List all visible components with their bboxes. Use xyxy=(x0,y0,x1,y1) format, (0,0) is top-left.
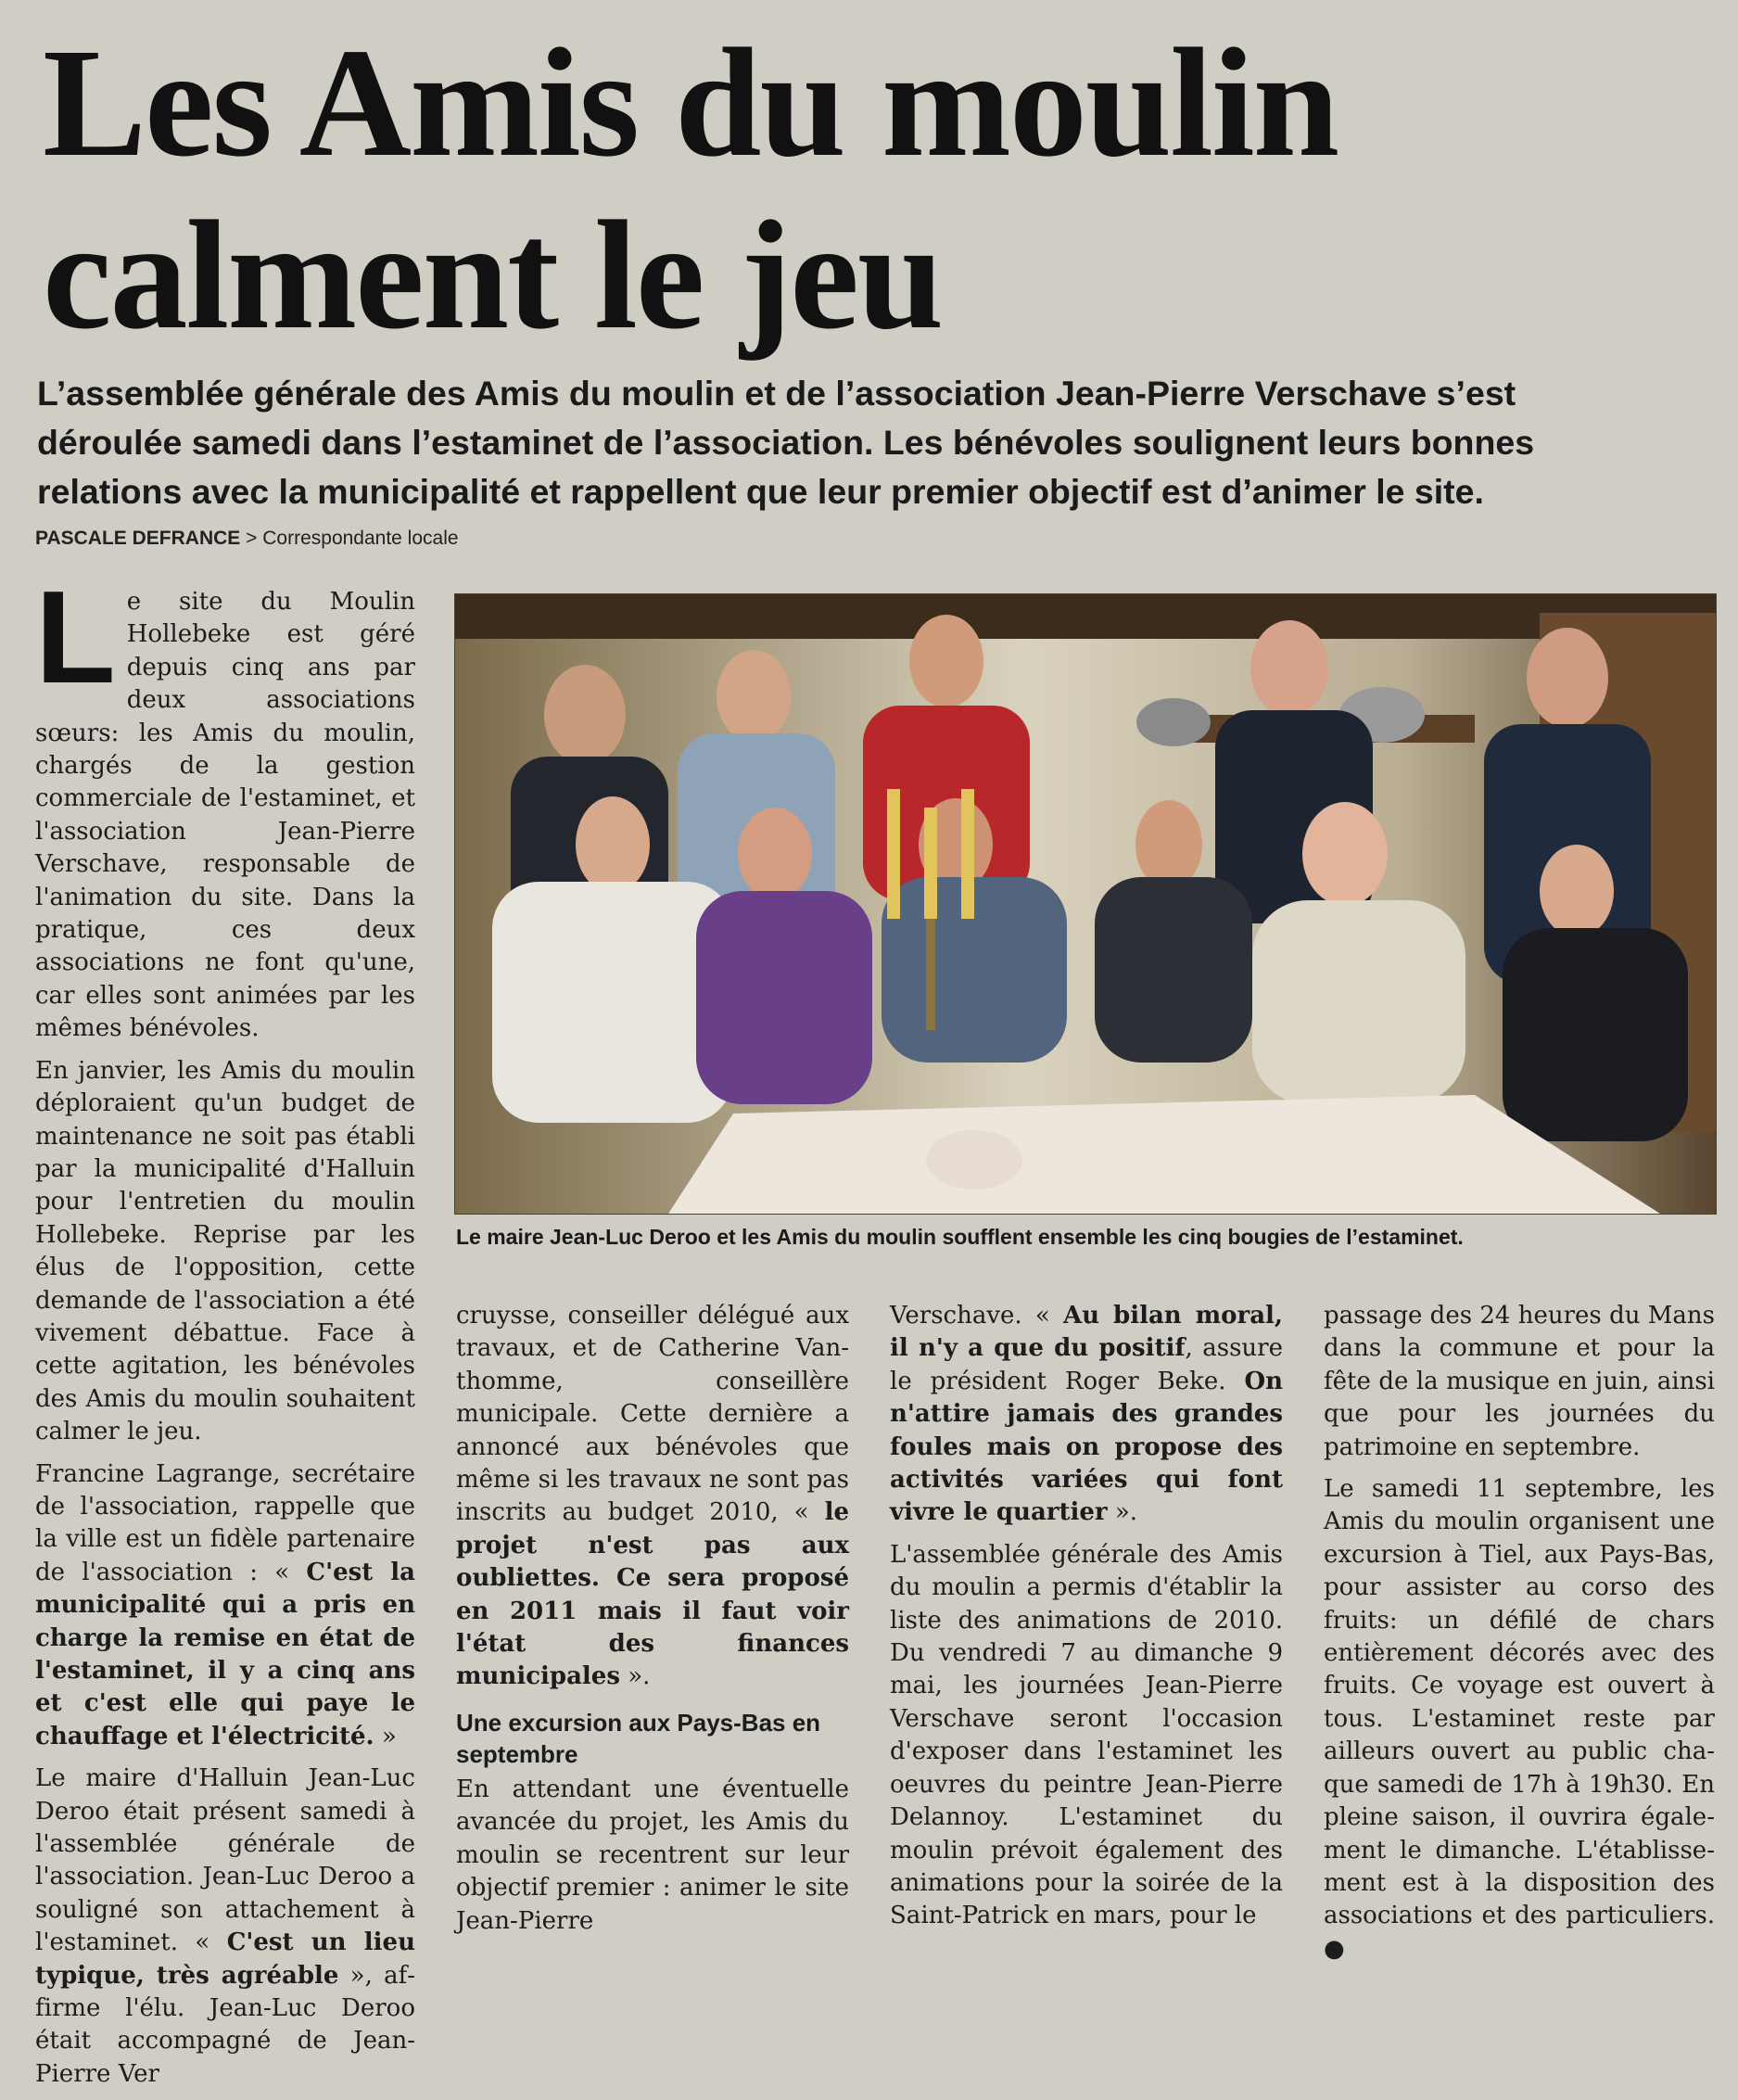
paragraph-2: En janvier, les Amis du moulin déploraient qu'un budget de maintenance ne soit pas établi par la municipalité d'Halluin pour l'entretien du moulin Hollebeke. Reprise par les élus de l'opposition, cette demande de l'association a été vivement débattue. Face à cette agitation, les bénévoles des Amis du moulin souhaitent calmer le jeu. xyxy=(35,1056,415,1446)
paragraph-4-quote: C'est un lieu typique, très agréable xyxy=(35,1928,415,1990)
byline-separator: > xyxy=(246,528,258,549)
byline xyxy=(35,528,459,550)
byline-role: Correspondante locale xyxy=(262,528,459,549)
column-4-paragraph-1: passage des 24 heures du Mans dans la commune et pour la fête de la musique en juin, ainsi que pour les journées du patrimoine en septembre. xyxy=(1324,1302,1715,1461)
column-3-quote-2: On n'attire jamais des grandes foules mais on propose des activités variées qui font vivre le quartier xyxy=(890,1367,1283,1527)
lede-line-2: déroulée samedi dans l’estaminet de l’association. Les bénévoles soulignent leurs bonnes xyxy=(37,423,1535,462)
paragraph-3-quote: C'est la municipalité qui a pris en charge la remise en état de l'estaminet, il y a cinq ans et c'est elle qui paye le chauffage et l'électricité. xyxy=(35,1558,415,1750)
column-3-paragraph-1-end: ». xyxy=(1107,1498,1138,1527)
lede xyxy=(37,369,1701,516)
column-2-paragraph-2: En attendant une éventuelle avancée du projet, les Amis du moulin se recentrent sur leur objectif premier : animer le site Jean-Pierre xyxy=(456,1775,849,1935)
paragraph-1-text: e site du Moulin Hollebeke est géré depuis cinq ans par deux associations sœurs: les Amis du moulin, chargés de la gestion commerciale de l'estaminet, et l'association Jean-Pierre Verschave, responsable de l'animation du site. Dans la pratique, ces deux associations ne font qu'une, car elles sont animées par les mêmes bénévoles. xyxy=(35,588,415,1043)
column-4-paragraph-2-text: Le samedi 11 septembre, les Amis du moulin organisent une excursion à Tiel, aux Pays-Bas, pour assister au corso des fruits: un défilé de chars entièrement décorés avec des fruits. Ce voyage est ouvert à tous. L'estaminet reste par ailleurs ouvert au public chaque samedi de 17h à 19h30. En pleine saison, il ouvrira également le dimanche. L'établissement est à la disposition des associations et des particuliers. xyxy=(1324,1475,1715,1930)
column-4 xyxy=(1324,1300,1715,1975)
paragraph-3-end: » xyxy=(374,1722,397,1750)
column-3-paragraph-1 xyxy=(890,1300,1283,1530)
column-2-paragraph-1-start: cruysse, conseiller délégué aux travaux, et de Catherine Vanthomme, conseillère municipale. Cette dernière a annoncé aux bénévoles que même si les travaux ne sont pas inscrits au budget 2010, « xyxy=(456,1302,849,1527)
group-photo xyxy=(454,593,1717,1215)
column-4-paragraph-2 xyxy=(1324,1473,1715,1966)
headline xyxy=(43,17,1693,362)
paragraph-1 xyxy=(35,564,415,1046)
section-subhead: Une excursion aux Pays-Bas en septembre xyxy=(456,1708,821,1768)
column-3-quote-1: Au bilan moral, il n'y a que du positif xyxy=(890,1302,1283,1363)
paragraph-3 xyxy=(35,1458,415,1754)
photo-caption: Le maire Jean-Luc Deroo et les Amis du moulin soufflent ensemble les cinq bougies de l’estaminet. xyxy=(456,1225,1464,1249)
column-3-paragraph-1-start: Verschave. « xyxy=(890,1302,1063,1330)
paragraph-4-end: », affirme l'élu. Jean-Luc Deroo était accompagné de Jean-Pierre Ver xyxy=(35,1961,415,2088)
column-2-paragraph-1 xyxy=(456,1300,849,1694)
end-mark-icon: ● xyxy=(1324,1934,1345,1963)
paragraph-4 xyxy=(35,1763,415,2091)
paragraph-3-start: Francine Lagrange, secrétaire de l'association, rappelle que la ville est un fidèle partenaire de l'association : « xyxy=(35,1459,415,1586)
headline-line-1: Les Amis du moulin xyxy=(43,17,1338,189)
drop-cap: L xyxy=(35,564,116,711)
column-3-paragraph-1-mid: , assure le président Roger Beke. xyxy=(890,1334,1283,1395)
lede-line-3: relations avec la municipalité et rappellent que leur premier objectif est d’animer le site. xyxy=(37,472,1484,511)
byline-author: PASCALE DEFRANCE xyxy=(35,528,241,549)
column-2 xyxy=(456,1300,849,1947)
group-photo-image xyxy=(455,594,1716,1214)
lede-line-1: L’assemblée générale des Amis du moulin et de l’association Jean-Pierre Verschave s’est xyxy=(37,374,1516,413)
column-3-paragraph-2: L'assemblée générale des Amis du moulin a permis d'établir la liste des animations de 2010. Du vendredi 7 au dimanche 9 mai, les journées Jean-Pierre Verschave seront l'occasion d'exposer dans l'estaminet les oeuvres du peintre Jean-Pierre Delannoy. L'estaminet du moulin prévoit également des animations pour la soirée de la Saint-Patrick en mars, pour le xyxy=(890,1540,1283,1930)
column-2-paragraph-1-end: ». xyxy=(620,1662,651,1691)
paragraph-4-start: Le maire d'Halluin Jean-Luc Deroo était présent samedi à l'assemblée générale de l'association. Jean-Luc Deroo a souligné son attachement à l'estaminet. « xyxy=(35,1764,415,1957)
column-3 xyxy=(890,1300,1283,1942)
headline-line-2: calment le jeu xyxy=(43,189,943,362)
column-1 xyxy=(35,564,415,2100)
column-2-quote: le projet n'est pas aux oubliettes. Ce sera proposé en 2011 mais il faut voir l'état des finances municipales xyxy=(456,1498,849,1691)
